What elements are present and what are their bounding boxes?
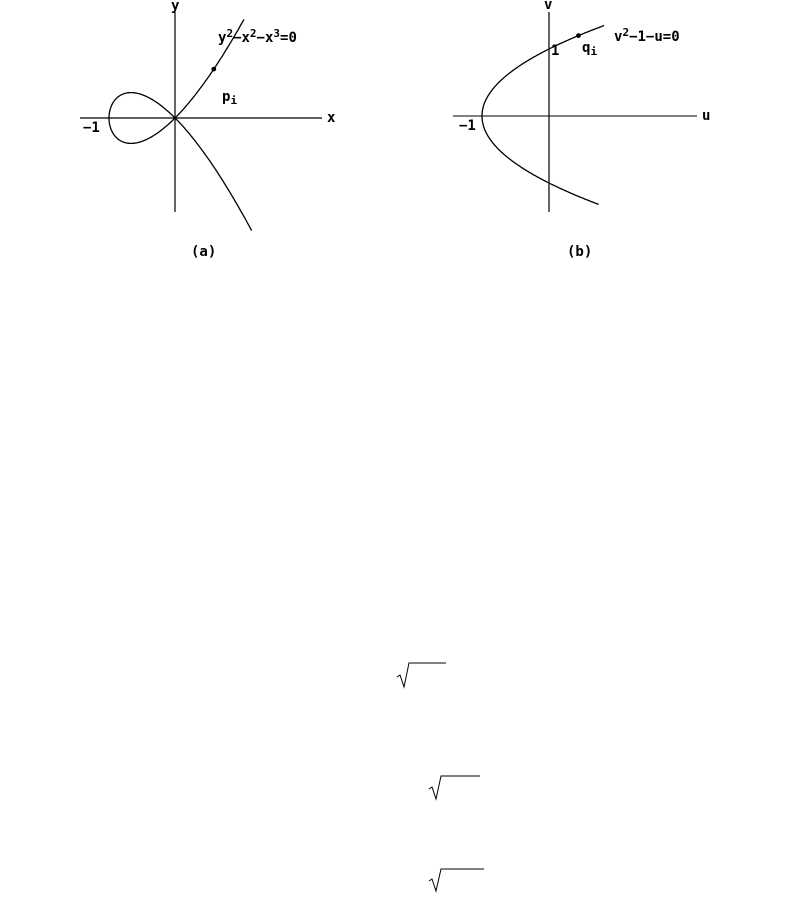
b-neg-one-tick: −1 — [459, 118, 476, 134]
a-x-axis-label: x — [327, 110, 336, 126]
radical-sign-3 — [429, 869, 484, 891]
a-neg-one-tick: −1 — [83, 120, 100, 136]
b-one-tick: 1 — [551, 43, 560, 59]
b-curve-equation: $v^2-1-u=0$ — [614, 26, 680, 45]
radical-sign-2 — [429, 776, 480, 799]
b-point-label: $q_i$ — [582, 40, 598, 58]
a-nodal-cubic-curve — [109, 19, 252, 230]
b-caption: (b) — [567, 244, 593, 260]
b-point-q — [576, 33, 581, 38]
b-v-axis-label: v — [544, 0, 553, 13]
a-point-p — [211, 67, 216, 72]
a-caption: (a) — [191, 244, 217, 260]
b-u-axis-label: u — [702, 108, 711, 124]
a-curve-equation: $y^2-x^2-x^3=0$ — [218, 27, 297, 46]
a-y-axis-label: y — [171, 0, 180, 14]
radical-sign-1 — [397, 663, 446, 687]
a-point-label: $p_i$ — [222, 89, 238, 107]
